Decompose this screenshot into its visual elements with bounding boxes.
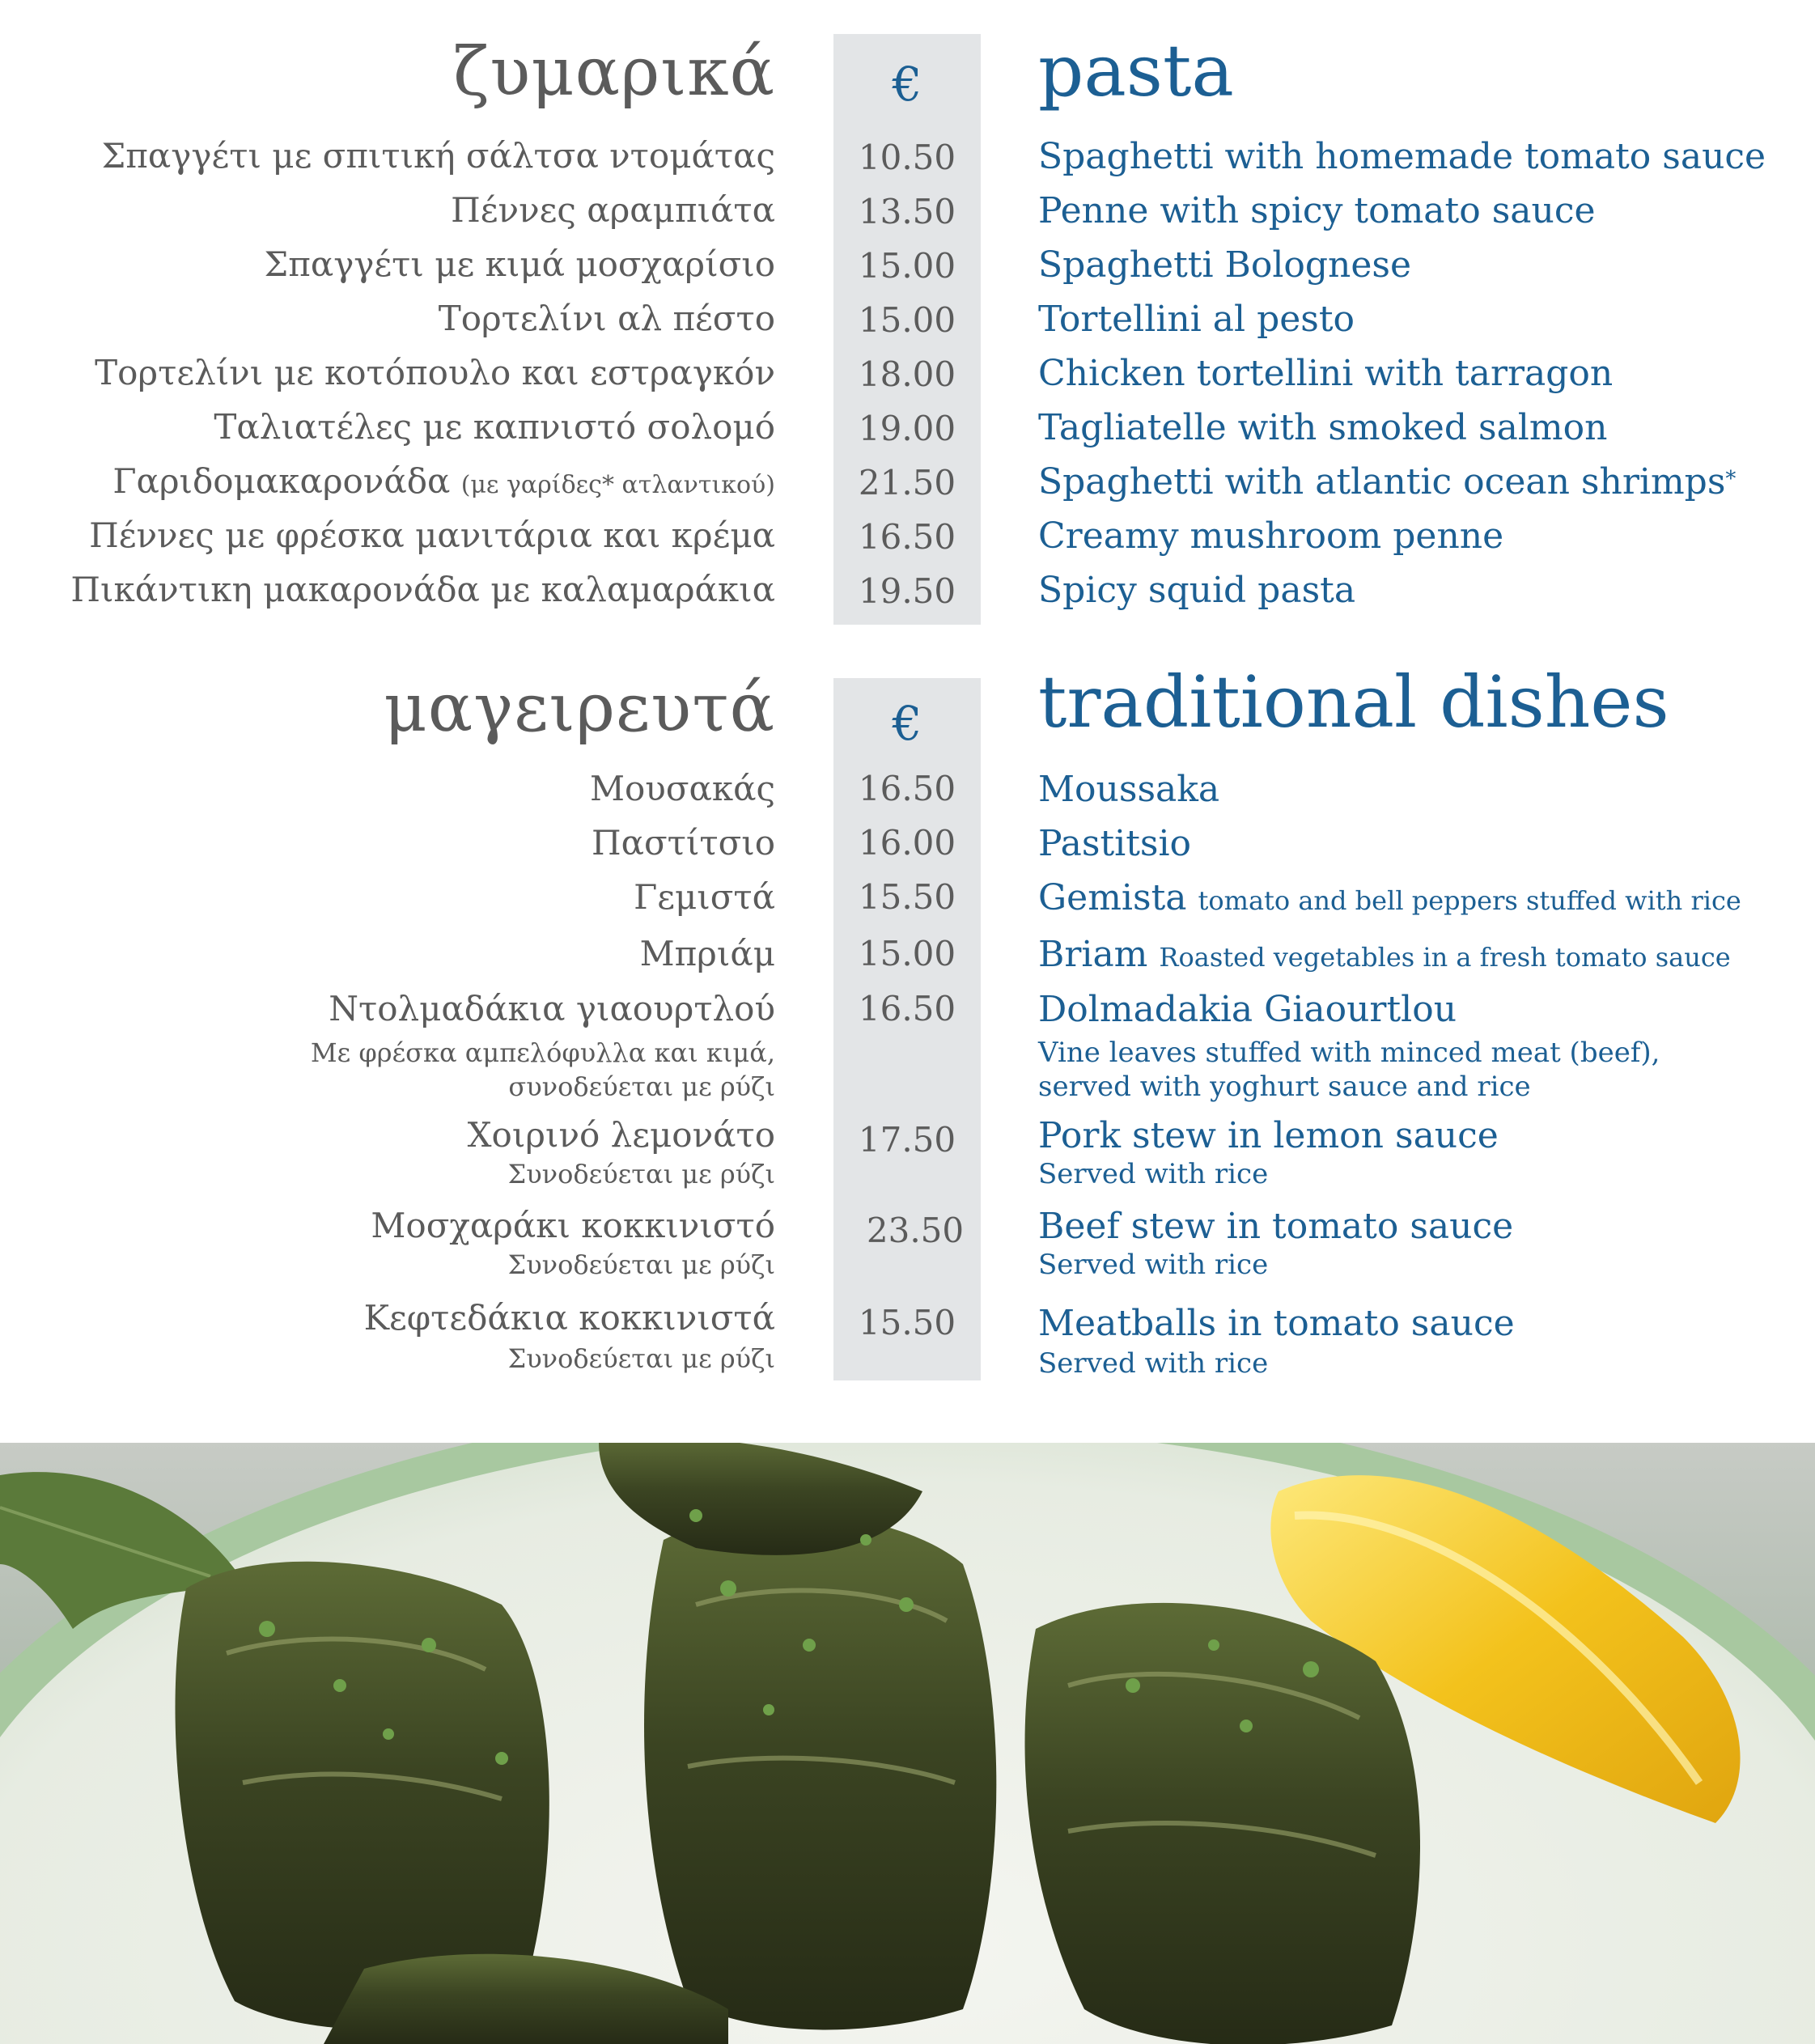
item-price: 16.50	[858, 517, 956, 557]
euro-symbol: €	[892, 57, 922, 112]
item-english-name: Dolmadakia Giaourtlou	[1038, 989, 1457, 1030]
item-price: 15.00	[858, 300, 956, 340]
dolmadakia-photo	[0, 1443, 1815, 2044]
item-greek-name: Πικάντικη μακαρονάδα με καλαμαράκια	[70, 570, 775, 609]
item-greek-name: Ντολμαδάκια γιαουρτλού	[329, 989, 775, 1028]
item-greek-name: Πέννες με φρέσκα μανιτάρια και κρέμα	[89, 515, 775, 555]
item-price: 15.00	[858, 934, 956, 973]
item-english-description: served with yoghurt sauce and rice	[1038, 1071, 1531, 1103]
item-greek-name: Μουσακάς	[590, 769, 775, 808]
item-english-name: Gemista tomato and bell peppers stuffed with rice	[1038, 877, 1741, 918]
item-english-name: Pork stew in lemon sauce	[1038, 1115, 1499, 1156]
item-english-name: Spaghetti with atlantic ocean shrimps*	[1038, 461, 1737, 503]
item-english-description: Served with rice	[1038, 1249, 1269, 1281]
item-greek-name: Τορτελίνι αλ πέστο	[438, 299, 775, 338]
item-english-description: Served with rice	[1038, 1158, 1269, 1190]
item-greek-name: Μοσχαράκι κοκκινιστό	[371, 1206, 775, 1245]
item-greek-name: Πέννες αραμπιάτα	[451, 190, 775, 230]
item-greek-name: Σπαγγέτι με κιμά μοσχαρίσιο	[264, 244, 775, 284]
item-greek-description: Συνοδεύεται με ρύζι	[507, 1159, 775, 1190]
item-price: 18.00	[858, 354, 956, 394]
item-greek-note: (με γαρίδες* ατλαντικού)	[460, 471, 775, 499]
item-greek-name: Χοιρινό λεμονάτο	[467, 1115, 775, 1155]
traditional-section	[0, 639, 1815, 1384]
item-english-name: Spaghetti Bolognese	[1038, 244, 1412, 286]
item-price: 13.50	[858, 192, 956, 231]
item-price: 16.00	[858, 823, 956, 863]
item-english-name: Creamy mushroom penne	[1038, 515, 1504, 557]
item-price: 23.50	[866, 1211, 965, 1250]
item-greek-name: Σπαγγέτι με σπιτική σάλτσα ντομάτας	[101, 136, 775, 176]
item-price: 19.50	[858, 571, 956, 611]
item-english-name: Meatballs in tomato sauce	[1038, 1303, 1515, 1344]
pasta-english-heading: pasta	[1038, 29, 1234, 112]
item-greek-name: Τορτελίνι με κοτόπουλο και εστραγκόν	[95, 353, 775, 392]
item-english-name: Spicy squid pasta	[1038, 570, 1356, 611]
item-greek-description: συνοδεύεται με ρύζι	[508, 1071, 775, 1102]
item-english-name: Beef stew in tomato sauce	[1038, 1206, 1514, 1247]
item-greek-name: Κεφτεδάκια κοκκινιστά	[363, 1298, 775, 1338]
item-english-name: Moussaka	[1038, 769, 1220, 810]
item-greek-name: Γαριδομακαρονάδα (με γαρίδες* ατλαντικού)	[112, 461, 775, 501]
item-greek-name: Μπριάμ	[639, 934, 775, 973]
item-price: 16.50	[858, 769, 956, 808]
traditional-english-heading: traditional dishes	[1038, 660, 1669, 744]
item-price: 17.50	[858, 1120, 956, 1160]
item-english-name: Pastitsio	[1038, 823, 1192, 864]
item-english-name: Penne with spicy tomato sauce	[1038, 190, 1596, 231]
pasta-section	[0, 0, 1815, 631]
euro-symbol: €	[892, 696, 922, 751]
item-greek-name: Γεμιστά	[634, 877, 775, 917]
pasta-greek-heading: ζυμαρικά	[453, 34, 775, 111]
item-english-name: Tortellini al pesto	[1038, 299, 1355, 340]
item-english-note: tomato and bell peppers stuffed with rice	[1198, 885, 1741, 916]
item-english-name: Briam Roasted vegetables in a fresh tomato sauce	[1038, 934, 1731, 975]
item-english-name: Tagliatelle with smoked salmon	[1038, 407, 1608, 448]
traditional-greek-heading: μαγειρευτά	[384, 670, 775, 747]
item-greek-name: Ταλιατέλες με καπνιστό σολομό	[214, 407, 775, 447]
item-price: 10.50	[858, 138, 956, 177]
item-price: 16.50	[858, 989, 956, 1028]
item-price: 21.50	[858, 463, 956, 503]
item-price: 15.50	[858, 1303, 956, 1342]
item-english-description: Vine leaves stuffed with minced meat (beef),	[1038, 1037, 1660, 1069]
asterisk-mark: *	[1725, 467, 1737, 491]
item-price: 15.50	[858, 877, 956, 917]
item-greek-description: Με φρέσκα αμπελόφυλλα και κιμά,	[310, 1037, 775, 1068]
item-english-description: Served with rice	[1038, 1347, 1269, 1380]
item-english-name: Spaghetti with homemade tomato sauce	[1038, 136, 1766, 177]
item-price: 19.00	[858, 409, 956, 448]
item-greek-description: Συνοδεύεται με ρύζι	[507, 1249, 775, 1280]
item-greek-name: Παστίτσιο	[591, 823, 775, 863]
item-english-note: Roasted vegetables in a fresh tomato sauce	[1159, 942, 1731, 973]
item-price: 15.00	[858, 246, 956, 286]
dolmadakia-illustration	[0, 1443, 1815, 2044]
item-english-name: Chicken tortellini with tarragon	[1038, 353, 1614, 394]
item-greek-description: Συνοδεύεται με ρύζι	[507, 1343, 775, 1374]
